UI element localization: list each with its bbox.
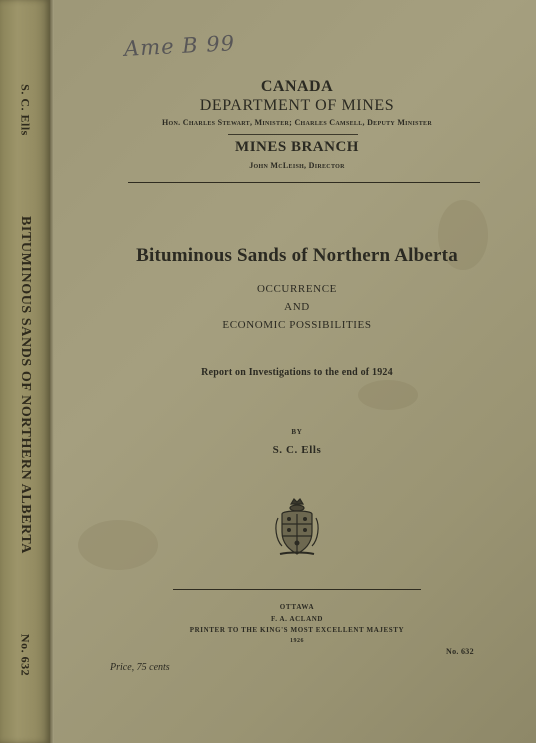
subtitle-line: OCCURRENCE	[257, 283, 337, 295]
spine-number: No. 632	[18, 633, 33, 677]
country-heading: CANADA	[260, 78, 334, 95]
divider-rule	[173, 589, 421, 590]
imprint-year: 1926	[290, 638, 304, 644]
director-line: John McLeish, Director	[249, 161, 345, 170]
publication-number: No. 632	[446, 647, 474, 656]
ministers-line: Hon. Charles Stewart, Minister; Charles Camsell, Deputy Minister	[162, 118, 432, 127]
document-title: Bituminous Sands of Northern Alberta	[136, 245, 458, 266]
divider-rule	[228, 134, 358, 135]
spine-fold-edge	[50, 0, 54, 743]
department-heading: DEPARTMENT OF MINES	[199, 97, 395, 114]
report-scope: Report on Investigations to the end of 1924	[201, 367, 393, 378]
branch-heading: MINES BRANCH	[235, 139, 359, 155]
by-label: BY	[291, 428, 303, 436]
subtitle-line: AND	[284, 301, 310, 313]
imprint-city: OTTAWA	[279, 603, 315, 611]
book-spine	[0, 0, 50, 743]
spine-title: BITUMINOUS SANDS OF NORTHERN ALBERTA	[18, 215, 33, 555]
paper-stain	[358, 380, 418, 410]
front-cover	[58, 0, 536, 743]
price-label: Price, 75 cents	[110, 662, 170, 673]
paper-stain	[78, 520, 158, 570]
handwritten-note: Ame B 99	[123, 31, 236, 61]
imprint-printer-role: PRINTER TO THE KING'S MOST EXCELLENT MAJESTY	[189, 626, 405, 634]
subtitle-line: ECONOMIC POSSIBILITIES	[222, 319, 372, 331]
author-name: S. C. Ells	[272, 444, 322, 456]
imprint-printer: F. A. ACLAND	[270, 615, 324, 623]
divider-rule	[128, 182, 480, 183]
spine-author: S. C. Ells	[18, 84, 33, 136]
coat-of-arms-emblem	[274, 496, 320, 558]
